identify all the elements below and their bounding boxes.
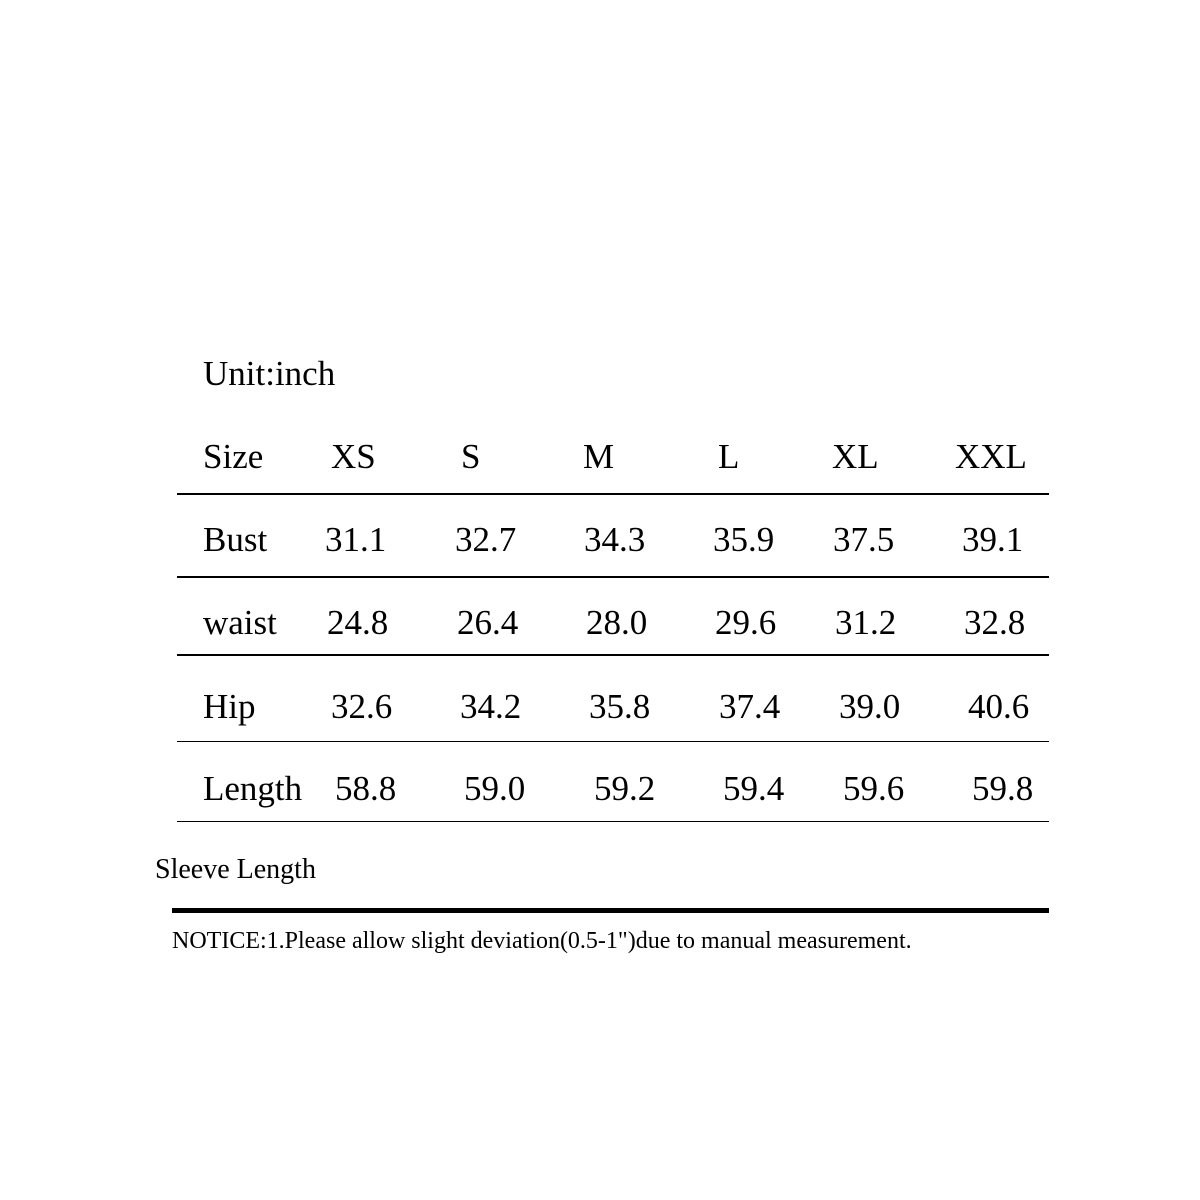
table-cell: 58.8: [335, 769, 397, 808]
table-cell: 34.3: [584, 520, 646, 559]
table-cell: 40.6: [968, 687, 1030, 726]
header-cell: M: [583, 437, 615, 476]
table-cell: 32.6: [331, 687, 393, 726]
table-row: [0, 767, 1200, 811]
table-cell: 24.8: [327, 603, 389, 642]
header-cell: S: [461, 437, 481, 476]
table-cell: 32.8: [964, 603, 1026, 642]
table-cell: 59.8: [972, 769, 1034, 808]
table-cell: 37.4: [719, 687, 781, 726]
table-cell: 31.1: [325, 520, 387, 559]
table-row: [0, 601, 1200, 645]
table-divider: [177, 576, 1049, 578]
table-cell: 59.4: [723, 769, 785, 808]
table-cell: 59.6: [843, 769, 905, 808]
header-label: Size: [203, 437, 264, 476]
table-header-row: [0, 435, 1200, 479]
notice-divider: [172, 908, 1049, 913]
header-cell: XS: [331, 437, 376, 476]
table-divider: [177, 741, 1049, 742]
row-label: waist: [203, 603, 277, 642]
table-divider: [177, 654, 1049, 656]
table-cell: 59.0: [464, 769, 526, 808]
table-cell: 29.6: [715, 603, 777, 642]
table-cell: 31.2: [835, 603, 897, 642]
row-label: Length: [203, 769, 303, 808]
table-cell: 59.2: [594, 769, 656, 808]
table-cell: 26.4: [457, 603, 519, 642]
header-cell: XXL: [955, 437, 1027, 476]
table-cell: 32.7: [455, 520, 517, 559]
table-divider: [177, 821, 1049, 822]
table-row: [0, 518, 1200, 562]
row-label: Bust: [203, 520, 268, 559]
table-cell: 28.0: [586, 603, 648, 642]
table-cell: 37.5: [833, 520, 895, 559]
sleeve-length-label: Sleeve Length: [155, 854, 316, 885]
header-cell: L: [718, 437, 740, 476]
notice-text: NOTICE:1.Please allow slight deviation(0.5-1")due to manual measurement.: [172, 928, 912, 954]
header-cell: XL: [832, 437, 879, 476]
table-divider: [177, 493, 1049, 495]
table-cell: 39.1: [962, 520, 1024, 559]
table-cell: 35.9: [713, 520, 775, 559]
table-cell: 35.8: [589, 687, 651, 726]
table-cell: 39.0: [839, 687, 901, 726]
table-cell: 34.2: [460, 687, 522, 726]
unit-label: Unit:inch: [203, 354, 336, 393]
row-label: Hip: [203, 687, 256, 726]
table-row: [0, 685, 1200, 729]
